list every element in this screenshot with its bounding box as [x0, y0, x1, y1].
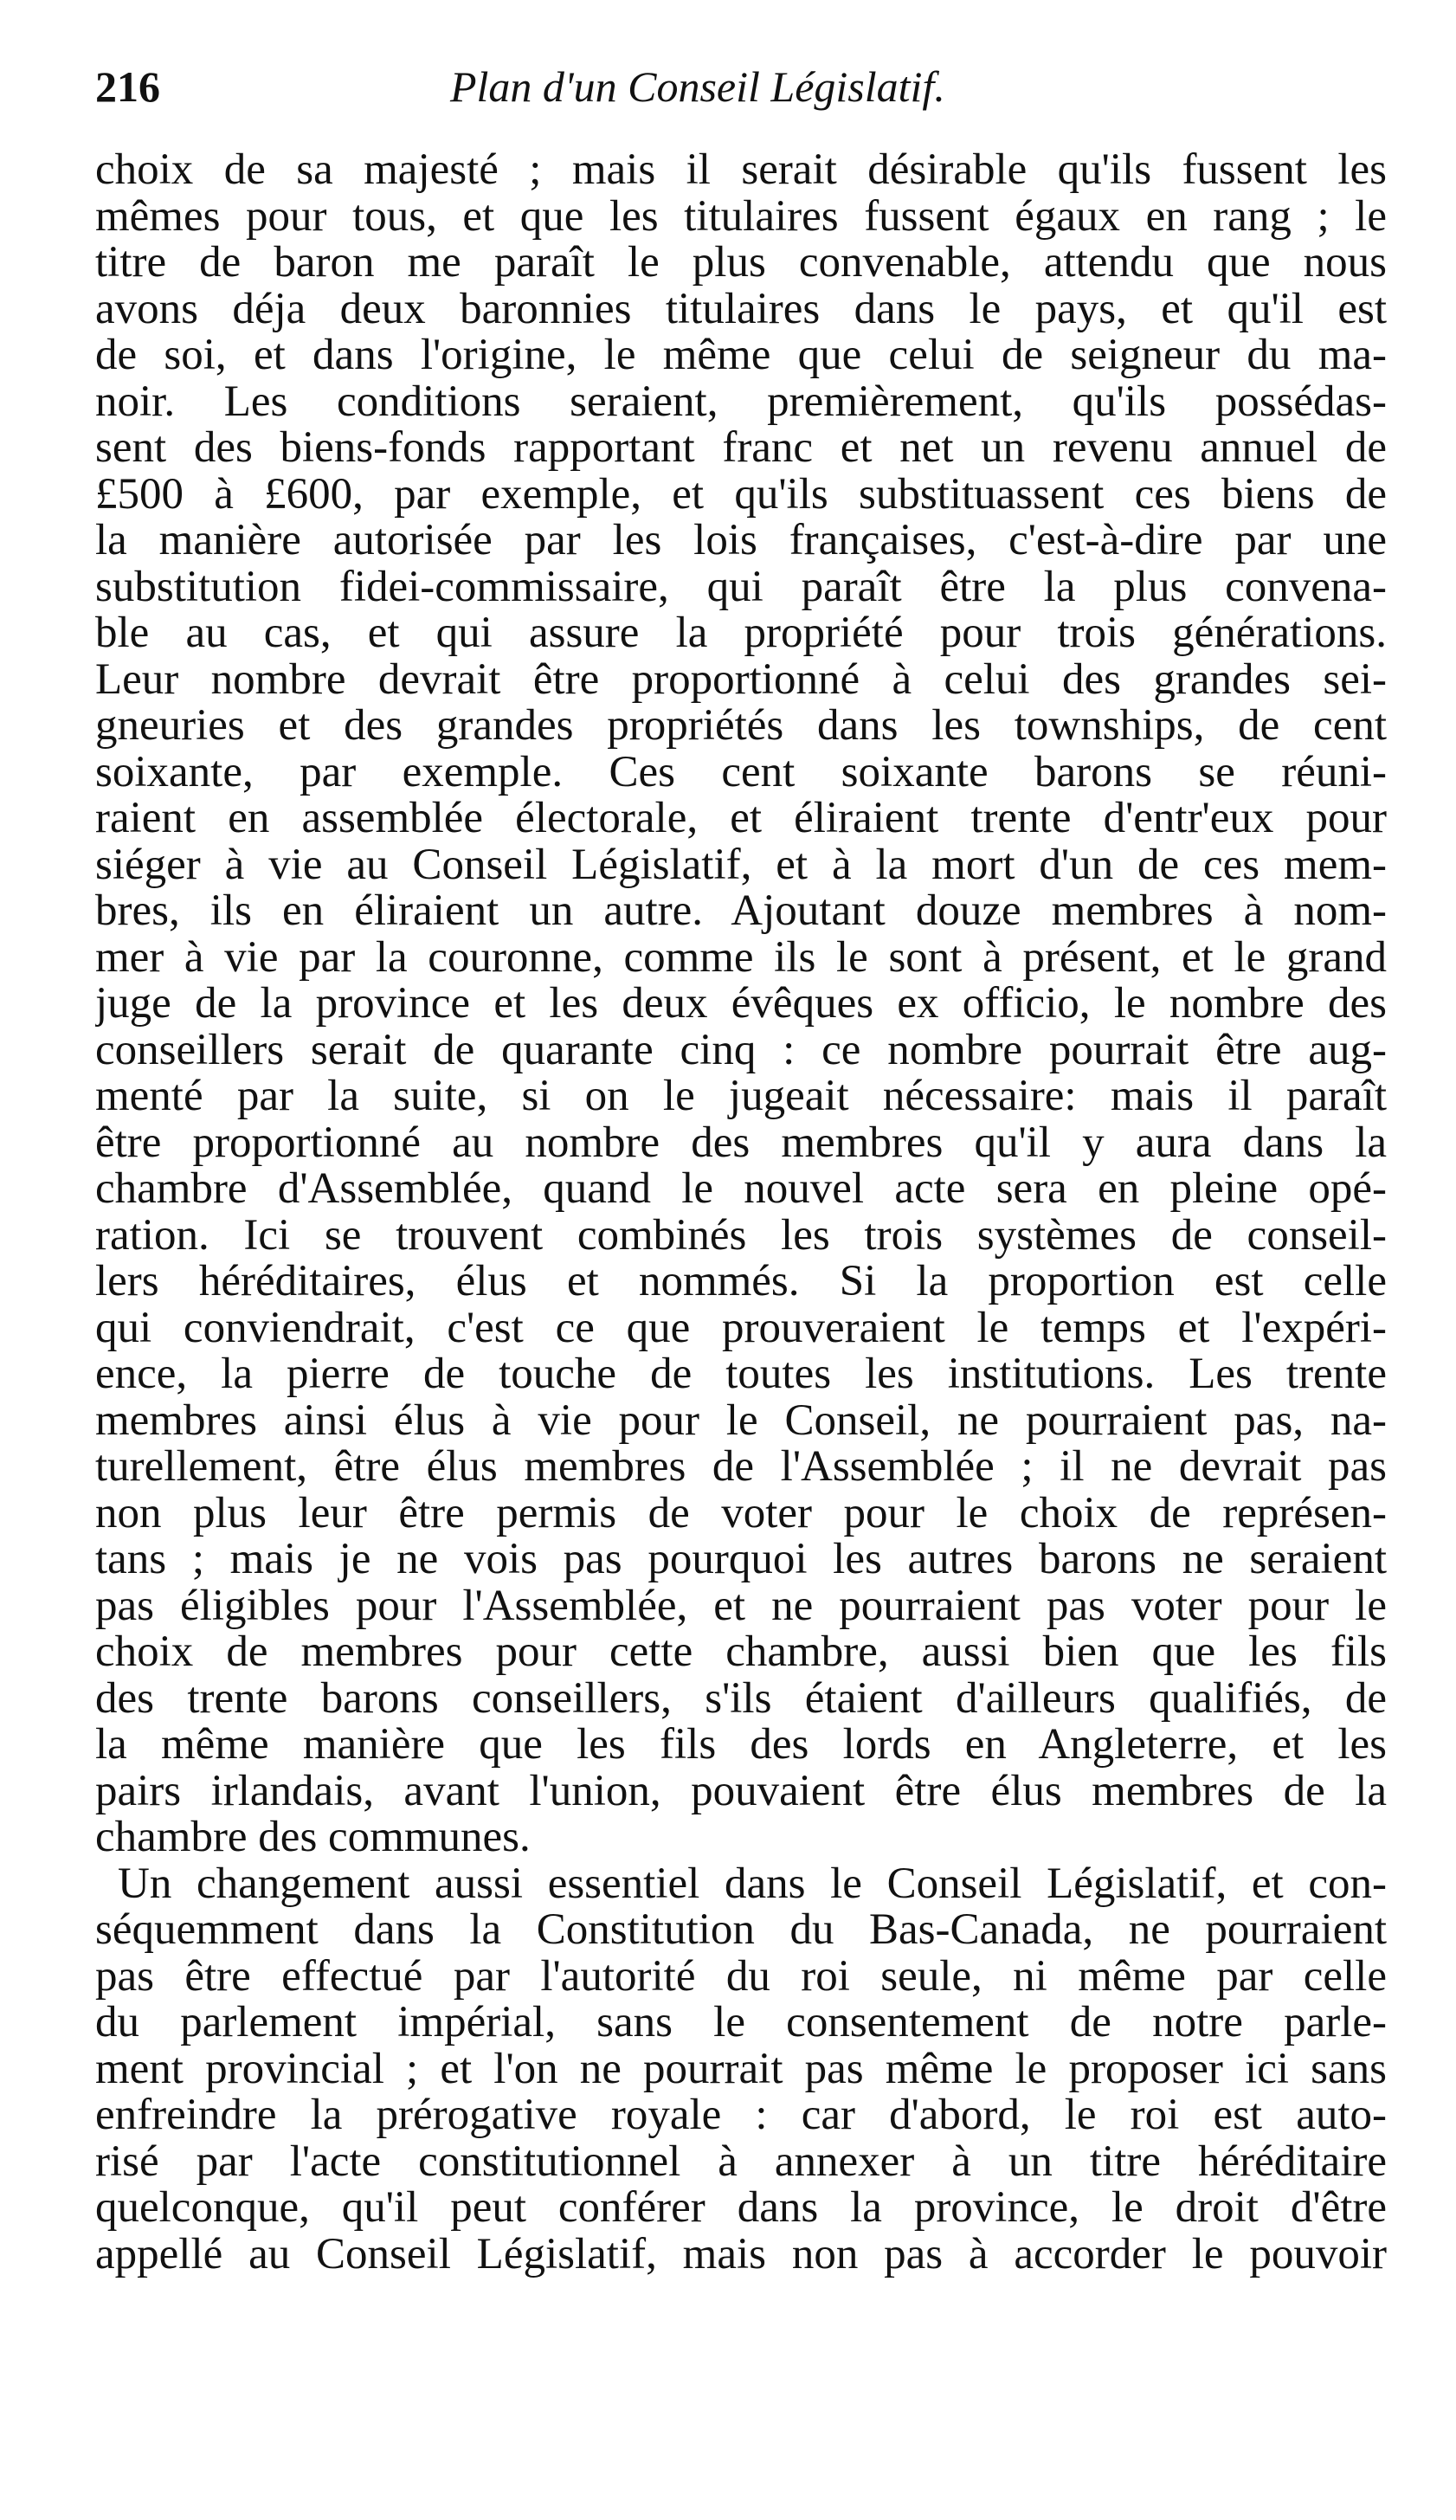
- text-line: substitution fidei-commissaire, qui paraît être la plus convena-: [95, 564, 1387, 610]
- body-text: [95, 147, 1387, 2278]
- text-line: de soi, et dans l'origine, le même que celui de seigneur du ma-: [95, 332, 1387, 379]
- running-head: [95, 52, 1394, 121]
- text-line: la même manière que les fils des lords en Angleterre, et les: [95, 1722, 1387, 1769]
- text-line: chambre des communes.: [95, 1814, 531, 1861]
- page-number: 216: [95, 62, 160, 111]
- text-line: membres ainsi élus à vie pour le Conseil, ne pourraient pas, na-: [95, 1397, 1387, 1444]
- text-line: pairs irlandais, avant l'union, pouvaient être élus membres de la: [95, 1768, 1387, 1814]
- text-line: séquemment dans la Constitution du Bas-Canada, ne pourraient: [95, 1907, 1387, 1954]
- text-line: risé par l'acte constitutionnel à annexer à un titre héréditaire: [95, 2138, 1387, 2185]
- text-line: mer à vie par la couronne, comme ils le sont à présent, et le grand: [95, 934, 1387, 981]
- text-line: juge de la province et les deux évêques ex officio, le nombre des: [95, 981, 1387, 1028]
- text-line: pas être effectué par l'autorité du roi seule, ni même par celle: [95, 1953, 1387, 2000]
- text-line: conseillers serait de quarante cinq : ce nombre pourrait être aug-: [95, 1027, 1387, 1073]
- text-line: sent des biens-fonds rapportant franc et net un revenu annuel de: [95, 425, 1387, 472]
- text-line: Un changement aussi essentiel dans le Conseil Législatif, et con-: [118, 1860, 1387, 1907]
- text-line: noir. Les conditions seraient, premièrement, qu'ils possédas-: [95, 378, 1387, 425]
- text-line: tans ; mais je ne vois pas pourquoi les autres barons ne seraient: [95, 1537, 1387, 1583]
- text-line: choix de membres pour cette chambre, aussi bien que les fils: [95, 1629, 1387, 1676]
- text-line: non plus leur être permis de voter pour le choix de représen-: [95, 1490, 1387, 1537]
- running-title: Plan d'un Conseil Législatif.: [450, 62, 945, 111]
- text-line: turellement, être élus membres de l'Assemblée ; il ne devrait pas: [95, 1444, 1387, 1491]
- text-line: du parlement impérial, sans le consentement de notre parle-: [95, 2000, 1387, 2046]
- text-line: gneuries et des grandes propriétés dans les townships, de cent: [95, 703, 1387, 750]
- text-line: mêmes pour tous, et que les titulaires fussent égaux en rang ; le: [95, 193, 1387, 240]
- text-line: titre de baron me paraît le plus convenable, attendu que nous: [95, 240, 1387, 287]
- text-line: avons déja deux baronnies titulaires dans le pays, et qu'il est: [95, 286, 1387, 332]
- text-line: menté par la suite, si on le jugeait nécessaire: mais il paraît: [95, 1073, 1387, 1120]
- text-line: choix de sa majesté ; mais il serait désirable qu'ils fussent les: [95, 147, 1387, 194]
- text-line: chambre d'Assemblée, quand le nouvel acte sera en pleine opé-: [95, 1166, 1387, 1213]
- text-line: ble au cas, et qui assure la propriété pour trois générations.: [95, 610, 1387, 657]
- text-line: £500 à £600, par exemple, et qu'ils substituassent ces biens de: [95, 471, 1387, 518]
- text-line: quelconque, qu'il peut conférer dans la province, le droit d'être: [95, 2185, 1387, 2232]
- text-line: enfreindre la prérogative royale : car d'abord, le roi est auto-: [95, 2092, 1387, 2139]
- text-line: appellé au Conseil Législatif, mais non pas à accorder le pouvoir: [95, 2231, 1387, 2278]
- text-line: ment provincial ; et l'on ne pourrait pas même le proposer ici sans: [95, 2046, 1387, 2092]
- text-line: qui conviendrait, c'est ce que prouveraient le temps et l'expéri-: [95, 1305, 1387, 1351]
- text-line: lers héréditaires, élus et nommés. Si la proportion est celle: [95, 1259, 1387, 1305]
- text-line: bres, ils en éliraient un autre. Ajoutant douze membres à nom-: [95, 888, 1387, 935]
- text-line: siéger à vie au Conseil Législatif, et à la mort d'un de ces mem-: [95, 841, 1387, 888]
- text-line: la manière autorisée par les lois françaises, c'est-à-dire par une: [95, 518, 1387, 564]
- text-line: raient en assemblée électorale, et éliraient trente d'entr'eux pour: [95, 796, 1387, 842]
- text-line: pas éligibles pour l'Assemblée, et ne pourraient pas voter pour le: [95, 1582, 1387, 1629]
- text-line: des trente barons conseillers, s'ils étaient d'ailleurs qualifiés, de: [95, 1675, 1387, 1722]
- text-line: soixante, par exemple. Ces cent soixante barons se réuni-: [95, 749, 1387, 796]
- text-line: Leur nombre devrait être proportionné à celui des grandes sei-: [95, 656, 1387, 703]
- text-line: ration. Ici se trouvent combinés les trois systèmes de conseil-: [95, 1212, 1387, 1259]
- text-line: ence, la pierre de touche de toutes les institutions. Les trente: [95, 1351, 1387, 1398]
- text-line: être proportionné au nombre des membres qu'il y aura dans la: [95, 1119, 1387, 1166]
